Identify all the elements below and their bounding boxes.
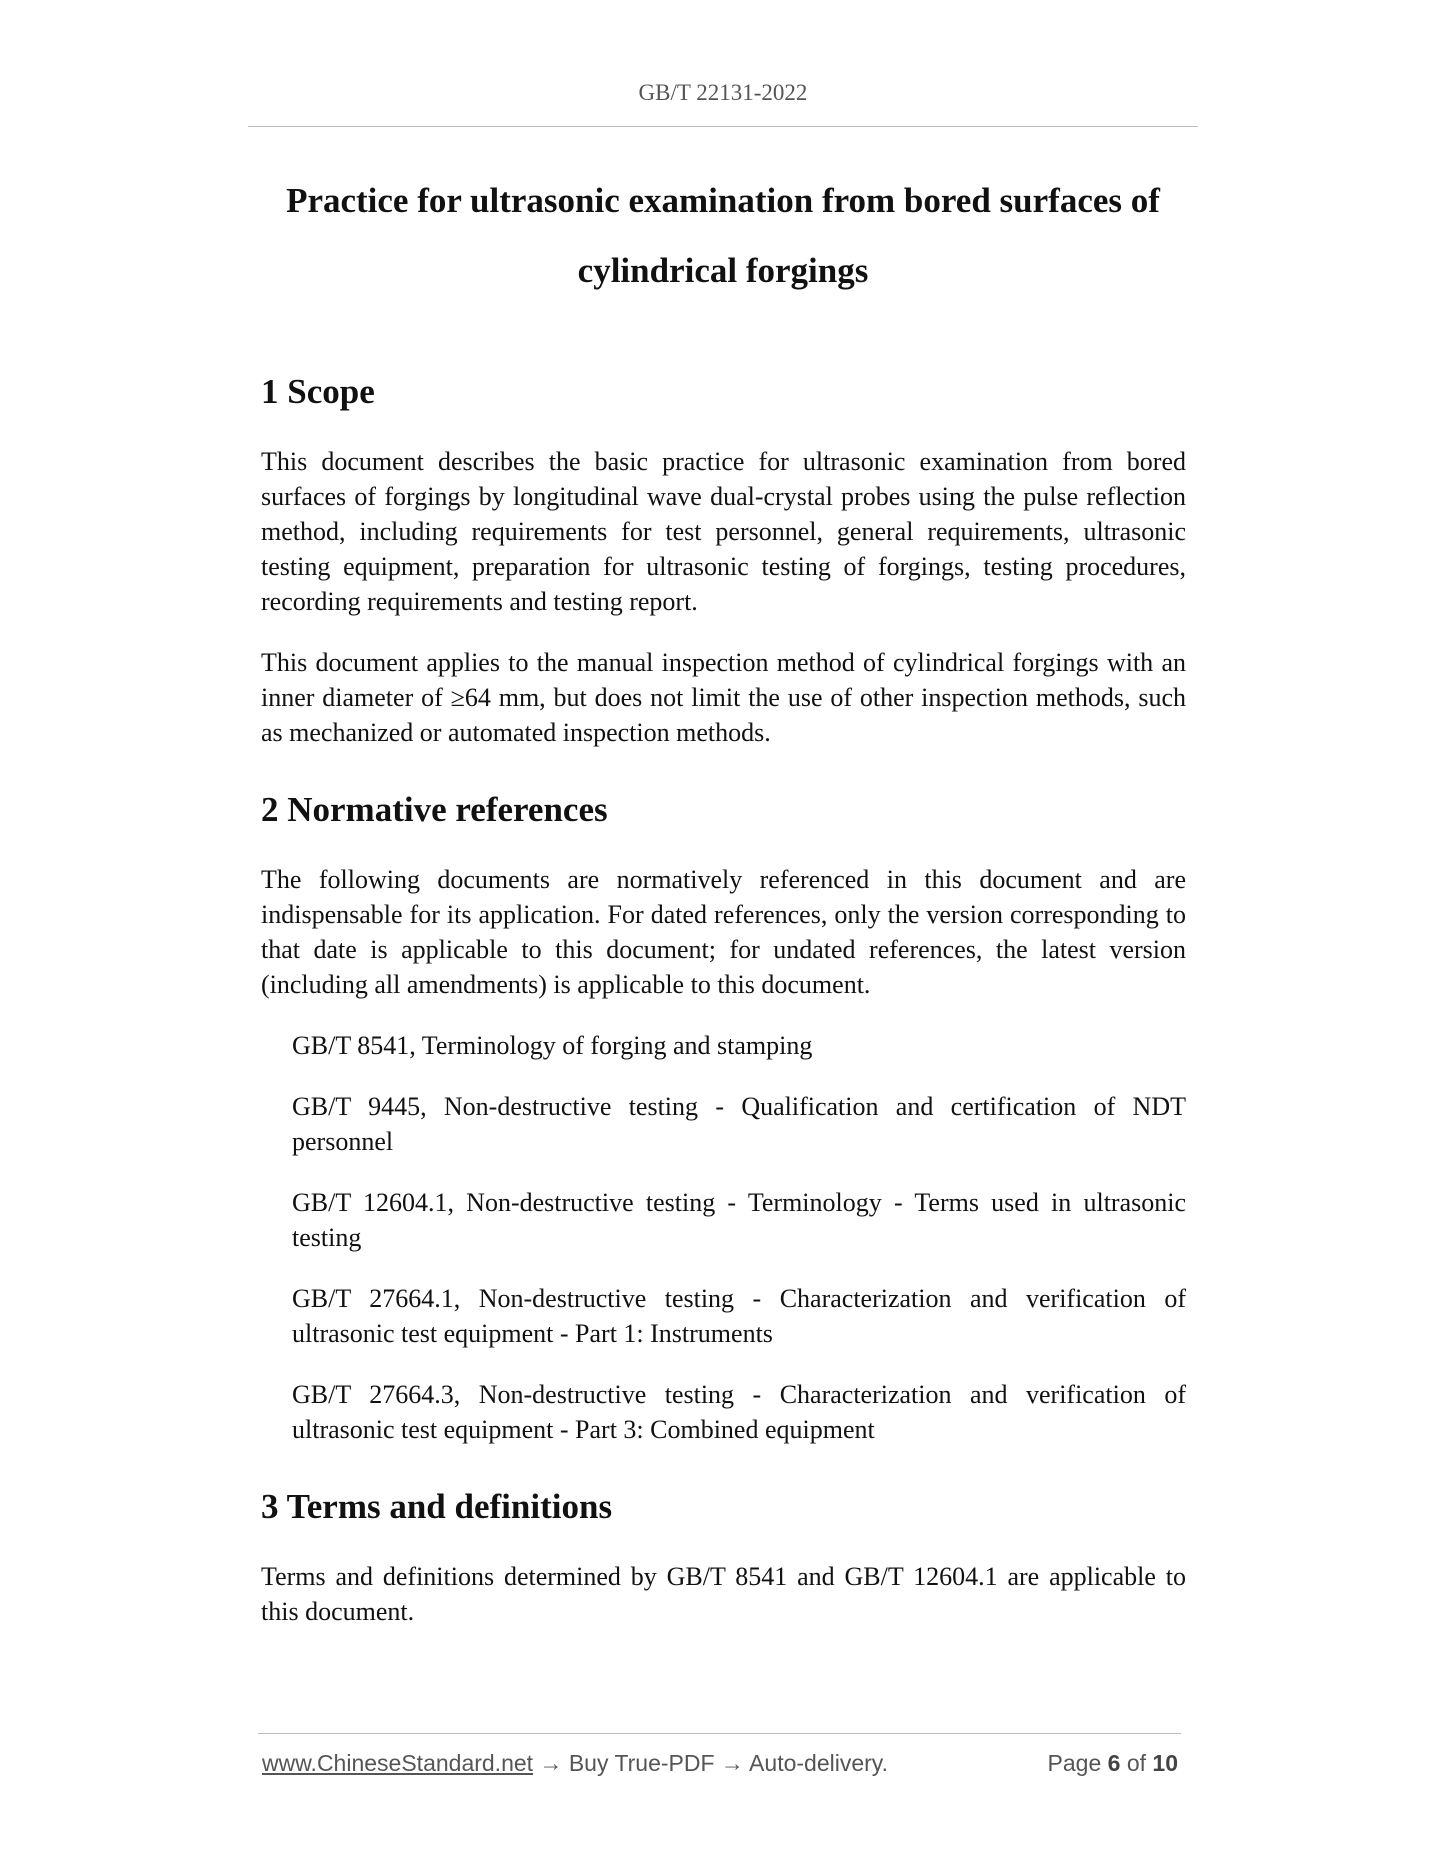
website-link[interactable]: www.ChineseStandard.net — [262, 1750, 534, 1776]
title-line-2: cylindrical forgings — [577, 251, 869, 290]
document-body — [261, 370, 1186, 1629]
footer-promo-text: → Buy True-PDF → Auto-delivery. — [533, 1750, 888, 1776]
page-footer — [262, 1750, 1182, 1777]
reference-item: GB/T 12604.1, Non-destructive testing - Terminology - Terms used in ultrasonic testing — [292, 1188, 1186, 1252]
reference-item: GB/T 8541, Terminology of forging and stamping — [292, 1031, 813, 1060]
section-heading-scope: 1 Scope — [261, 372, 375, 411]
section-heading-terms-definitions: 3 Terms and definitions — [261, 1487, 613, 1526]
reference-item: GB/T 9445, Non-destructive testing - Qualification and certification of NDT personnel — [292, 1092, 1186, 1156]
section-heading-normative-references: 2 Normative references — [261, 790, 608, 829]
terms-paragraph: Terms and definitions determined by GB/T 8541 and GB/T 12604.1 are applicable to this document. — [261, 1562, 1186, 1626]
page-indicator — [1048, 1750, 1178, 1777]
page-current-number: 6 — [1107, 1750, 1121, 1776]
scope-paragraph-2: This document applies to the manual inspection method of cylindrical forgings with an inner diameter of ≥64 mm, but does not limit the use of other inspection methods, such as mechanized or automated inspection methods. — [261, 648, 1186, 747]
scope-paragraph-1: This document describes the basic practice for ultrasonic examination from bored surfaces of forgings by longitudinal wave dual-crystal probes using the pulse reflection method, including requirements for test personnel, general requirements, ultrasonic testing equipment, preparation for ultrasonic testing of forgings, testing procedures, recording requirements and testing report. — [261, 447, 1186, 616]
page-label: Page — [1047, 1750, 1102, 1776]
page-of-label: of — [1126, 1750, 1147, 1776]
header-divider — [248, 126, 1198, 127]
page-total-number: 10 — [1152, 1750, 1178, 1776]
reference-list — [261, 1028, 1186, 1447]
title-line-1: Practice for ultrasonic examination from bored surfaces of — [286, 181, 1160, 220]
reference-item: GB/T 27664.3, Non-destructive testing - Characterization and verification of ultrasonic test equipment - Part 3: Combined equipment — [292, 1380, 1186, 1444]
reference-item: GB/T 27664.1, Non-destructive testing - Characterization and verification of ultrasonic test equipment - Part 1: Instruments — [292, 1284, 1186, 1348]
footer-divider — [258, 1733, 1181, 1734]
document-title — [248, 166, 1198, 306]
document-header-id: GB/T 22131-2022 — [638, 80, 808, 105]
normative-intro-paragraph: The following documents are normatively referenced in this document and are indispensable for its application. For dated references, only the version corresponding to that date is applicable to this document; for undated references, the latest version (including all amendments) is applicable to this document. — [261, 865, 1186, 999]
